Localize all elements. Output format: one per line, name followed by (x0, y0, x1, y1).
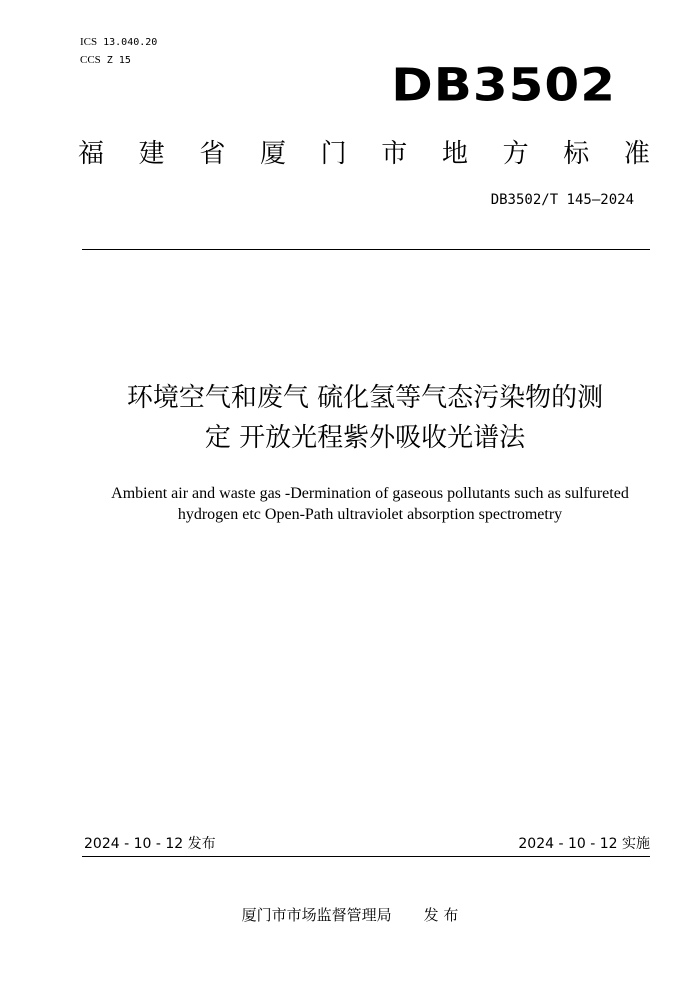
standard-type-char: 准 (623, 139, 650, 169)
title-english-line: Ambient air and waste gas -Dermination of gaseous pollutants such as sulfureted (111, 485, 629, 502)
standard-type-char: 建 (138, 139, 165, 169)
standard-type-char: 市 (381, 139, 408, 169)
ccs-label: CCS (80, 54, 101, 66)
standard-type-char: 厦 (259, 139, 286, 169)
title-chinese-line: 定 开放光程紫外吸收光谱法 (204, 423, 526, 453)
standard-type (78, 134, 650, 174)
ccs-code (80, 52, 131, 69)
title-english-line: hydrogen etc Open-Path ultraviolet absorption spectrometry (177, 506, 563, 523)
title-chinese (70, 378, 660, 458)
footer-divider (82, 856, 650, 857)
issuer-name: 厦门市市场监督管理局 (241, 906, 392, 924)
header-divider (82, 249, 650, 250)
issuer-action: 发 布 (423, 906, 459, 924)
ics-label: ICS (80, 36, 98, 48)
issuer (0, 904, 700, 926)
title-english (80, 483, 660, 525)
standard-logo: DB3502 (391, 58, 616, 112)
ics-code (80, 34, 157, 51)
title-chinese-line: 环境空气和废气 硫化氢等气态污染物的测 (126, 383, 604, 413)
standard-type-char: 标 (563, 139, 590, 169)
standard-type-char: 地 (441, 139, 468, 169)
standard-type-char: 省 (199, 139, 226, 169)
standard-type-char: 门 (320, 139, 347, 169)
ccs-value: Z 15 (106, 55, 131, 66)
standard-type-char: 福 (78, 139, 105, 169)
release-date: 2024 - 10 - 12 发布 (84, 836, 216, 852)
standard-number: DB3502/T 145—2024 (490, 192, 634, 208)
ics-value: 13.040.20 (103, 37, 158, 48)
implement-date: 2024 - 10 - 12 实施 (518, 836, 650, 852)
standard-type-char: 方 (502, 139, 529, 169)
